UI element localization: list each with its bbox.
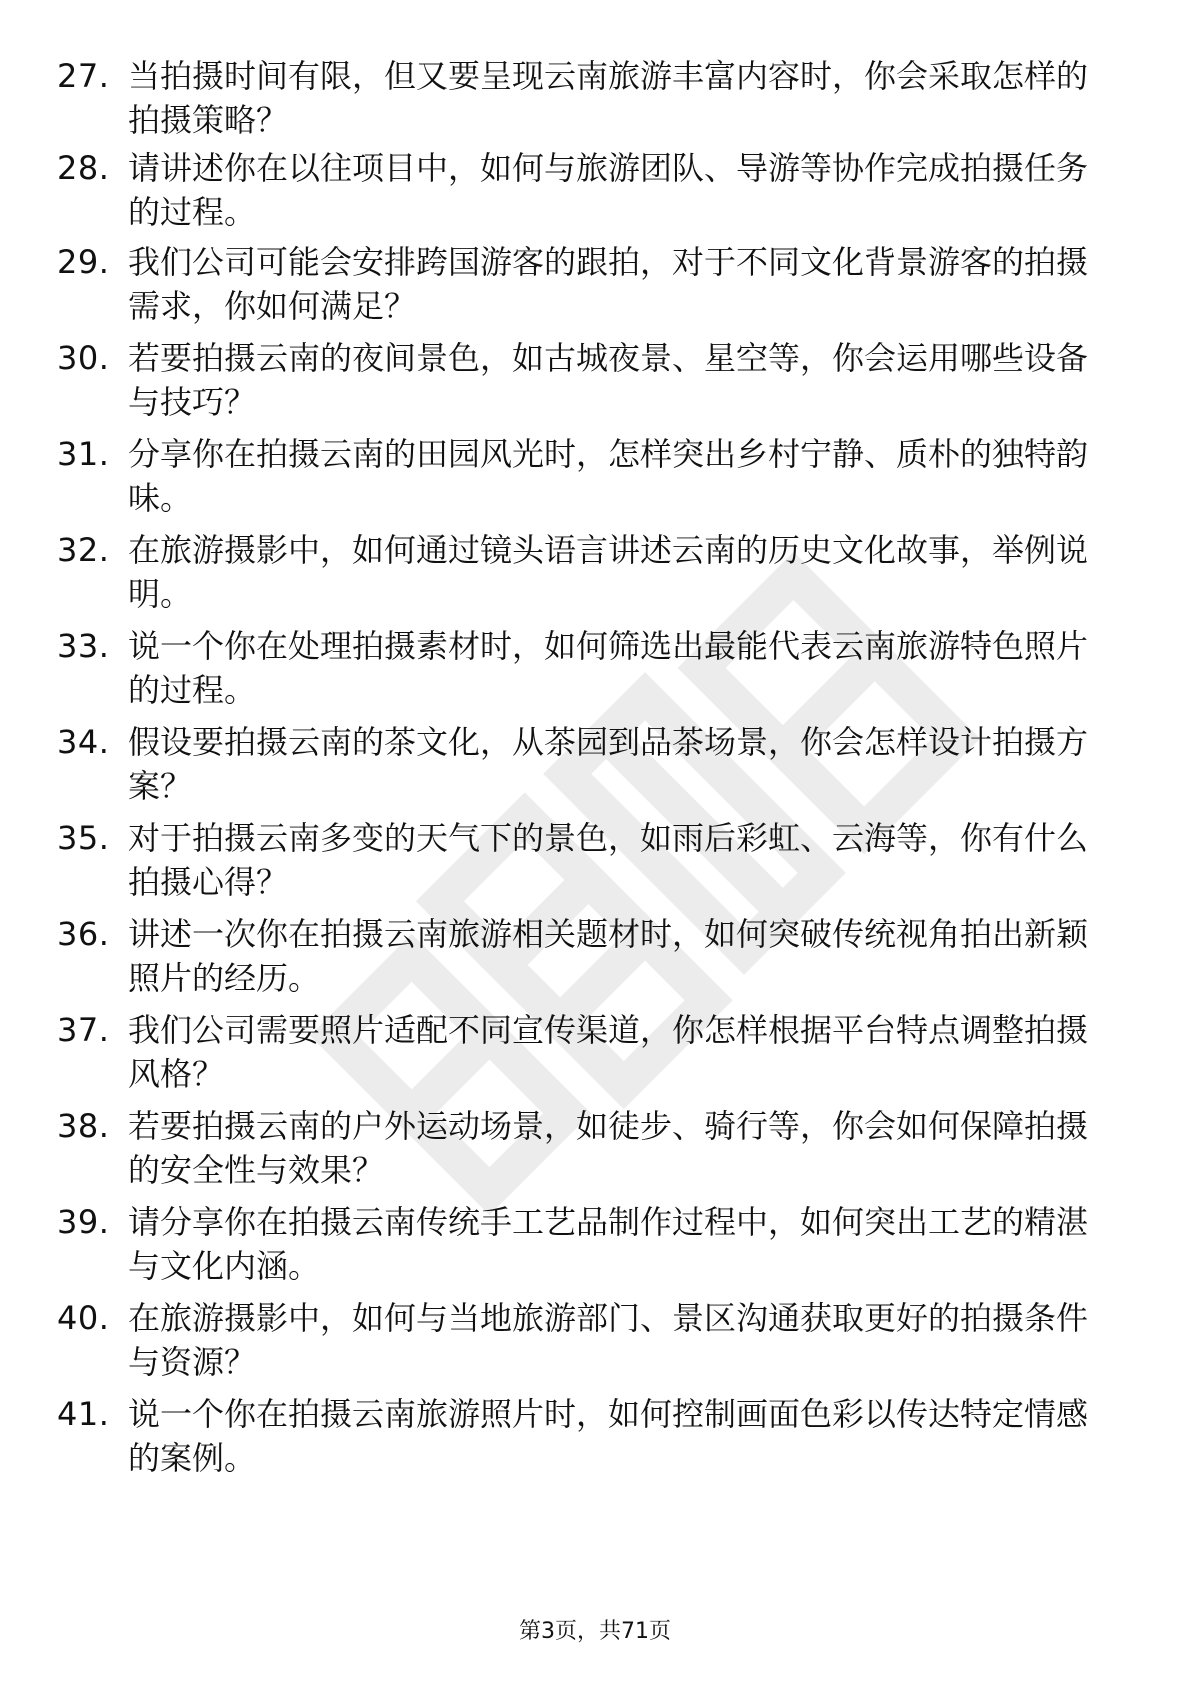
question-text: 分享你在拍摄云南的田园风光时，怎样突出乡村宁静、质朴的独特韵味。 [128,435,1089,517]
question-item [0,1296,1190,1406]
question-item [0,336,1190,446]
question-item [0,528,1190,638]
question-text: 对于拍摄云南多变的天气下的景色，如雨后彩虹、云海等，你有什么拍摄心得？ [128,819,1089,901]
question-text: 我们公司需要照片适配不同宣传渠道，你怎样根据平台特点调整拍摄风格？ [128,1011,1089,1093]
question-item [0,1200,1190,1310]
question-number: 27. [57,57,110,95]
question-number: 41. [57,1395,110,1433]
question-number: 39. [57,1203,110,1241]
page-footer-label: 第3页，共71页 [519,1619,671,1644]
question-text: 若要拍摄云南的户外运动场景，如徒步、骑行等，你会如何保障拍摄的安全性与效果？ [128,1107,1089,1189]
question-text: 说一个你在处理拍摄素材时，如何筛选出最能代表云南旅游特色照片的过程。 [128,627,1089,709]
question-text: 讲述一次你在拍摄云南旅游相关题材时，如何突破传统视角拍出新颖照片的经历。 [128,915,1089,997]
question-item [0,432,1190,542]
question-item [0,816,1190,926]
question-number: 34. [57,723,110,761]
question-text: 当拍摄时间有限，但又要呈现云南旅游丰富内容时，你会采取怎样的拍摄策略？ [128,57,1089,139]
question-text: 在旅游摄影中，如何通过镜头语言讲述云南的历史文化故事，举例说明。 [128,531,1089,613]
question-text: 我们公司可能会安排跨国游客的跟拍，对于不同文化背景游客的拍摄需求，你如何满足？ [128,243,1089,325]
question-number: 35. [57,819,110,857]
question-item [0,1104,1190,1214]
question-number: 31. [57,435,110,473]
question-text: 请分享你在拍摄云南传统手工艺品制作过程中，如何突出工艺的精湛与文化内涵。 [128,1203,1089,1285]
question-text: 说一个你在拍摄云南旅游照片时，如何控制画面色彩以传达特定情感的案例。 [128,1395,1089,1477]
question-item [0,240,1190,350]
question-item [0,1008,1190,1118]
question-item [0,912,1190,1022]
question-text: 若要拍摄云南的夜间景色，如古城夜景、星空等，你会运用哪些设备与技巧？ [128,339,1089,421]
question-text: 假设要拍摄云南的茶文化，从茶园到品茶场景，你会怎样设计拍摄方案？ [128,723,1089,805]
question-number: 29. [57,243,110,281]
question-item [0,1392,1190,1502]
question-number: 38. [57,1107,110,1145]
question-number: 37. [57,1011,110,1049]
question-item [0,624,1190,734]
question-number: 36. [57,915,110,953]
question-text: 在旅游摄影中，如何与当地旅游部门、景区沟通获取更好的拍摄条件与资源？ [128,1299,1089,1381]
question-number: 30. [57,339,110,377]
question-number: 40. [57,1299,110,1337]
question-text: 请讲述你在以往项目中，如何与旅游团队、导游等协作完成拍摄任务的过程。 [128,149,1089,231]
question-number: 28. [57,149,110,187]
question-number: 32. [57,531,110,569]
question-item [0,720,1190,830]
question-number: 33. [57,627,110,665]
